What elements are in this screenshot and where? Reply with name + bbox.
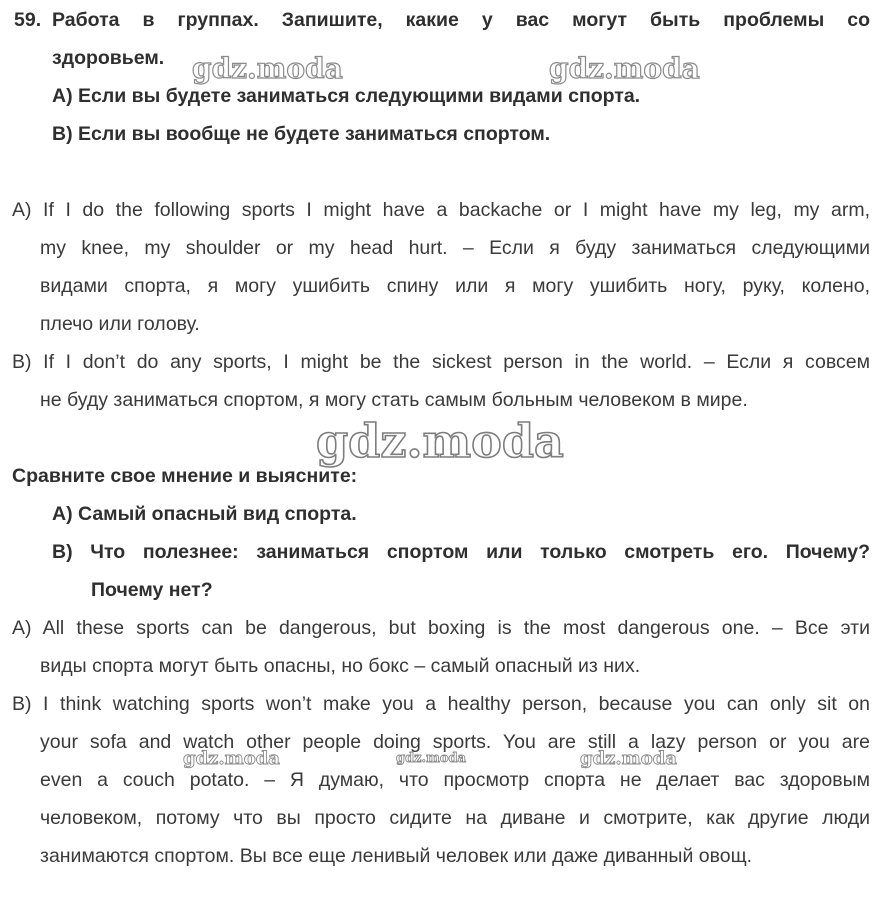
answer2-b-line4: человеком, потому что вы просто сидите на диване и смотрите, как другие люди [40,807,870,829]
answer2-b-line2: your sofa and watch other people doing sports. You are still a lazy person or you are [40,731,870,753]
answer1-b-line1: B) If I don’t do any sports, I might be the sickest person in the world. – Если я совсем [12,351,870,373]
answer1-a-line4: плечо или голову. [40,313,200,335]
answer1-a-line3: видами спорта, я могу ушибить спину или я могу ушибить ногу, руку, колено, [40,275,870,297]
answer1-b-line2: не буду заниматься спортом, я могу стать самым больным человеком в мире. [40,389,748,411]
task-item-b: B) Если вы вообще не будете заниматься спортом. [52,123,551,145]
watermark: gdz.moda [549,52,700,85]
task-item-a: A) Если вы будете заниматься следующими видами спорта. [52,85,641,107]
watermark: gdz.moda [183,748,280,769]
task2-item-b-line2: Почему нет? [91,579,213,601]
answer2-b-line3: even a couch potato. – Я думаю, что просмотр спорта не делает вас здоровым [40,769,870,791]
answer2-a-line2: виды спорта могут быть опасны, но бокс – самый опасный из них. [40,655,641,677]
task2-item-a: A) Самый опасный вид спорта. [52,503,357,525]
watermark: gdz.moda [316,414,564,468]
task2-item-b-line1: B) Что полезнее: заниматься спортом или только смотреть его. Почему? [52,541,870,563]
watermark: gdz.moda [396,751,467,766]
task2-heading: Сравните свое мнение и выясните: [12,465,358,487]
task-title-line2: здоровьем. [52,47,165,69]
watermark: gdz.moda [192,52,343,85]
answer2-b-line5: занимаются спортом. Вы все еще ленивый человек или даже диванный овощ. [40,845,753,867]
watermark: gdz.moda [580,748,677,769]
task-number: 59. [14,9,42,31]
answer1-a-line2: my knee, my shoulder or my head hurt. – Если я буду заниматься следующими [40,237,870,259]
task-title-line1: Работа в группах. Запишите, какие у вас могут быть проблемы со [52,9,870,31]
answer1-a-line1: A) If I do the following sports I might have a backache or I might have my leg, my arm, [12,199,870,221]
answer2-a-line1: A) All these sports can be dangerous, but boxing is the most dangerous one. – Все эти [12,617,870,639]
answer2-b-line1: B) I think watching sports won’t make you a healthy person, because you can only sit on [12,693,870,715]
